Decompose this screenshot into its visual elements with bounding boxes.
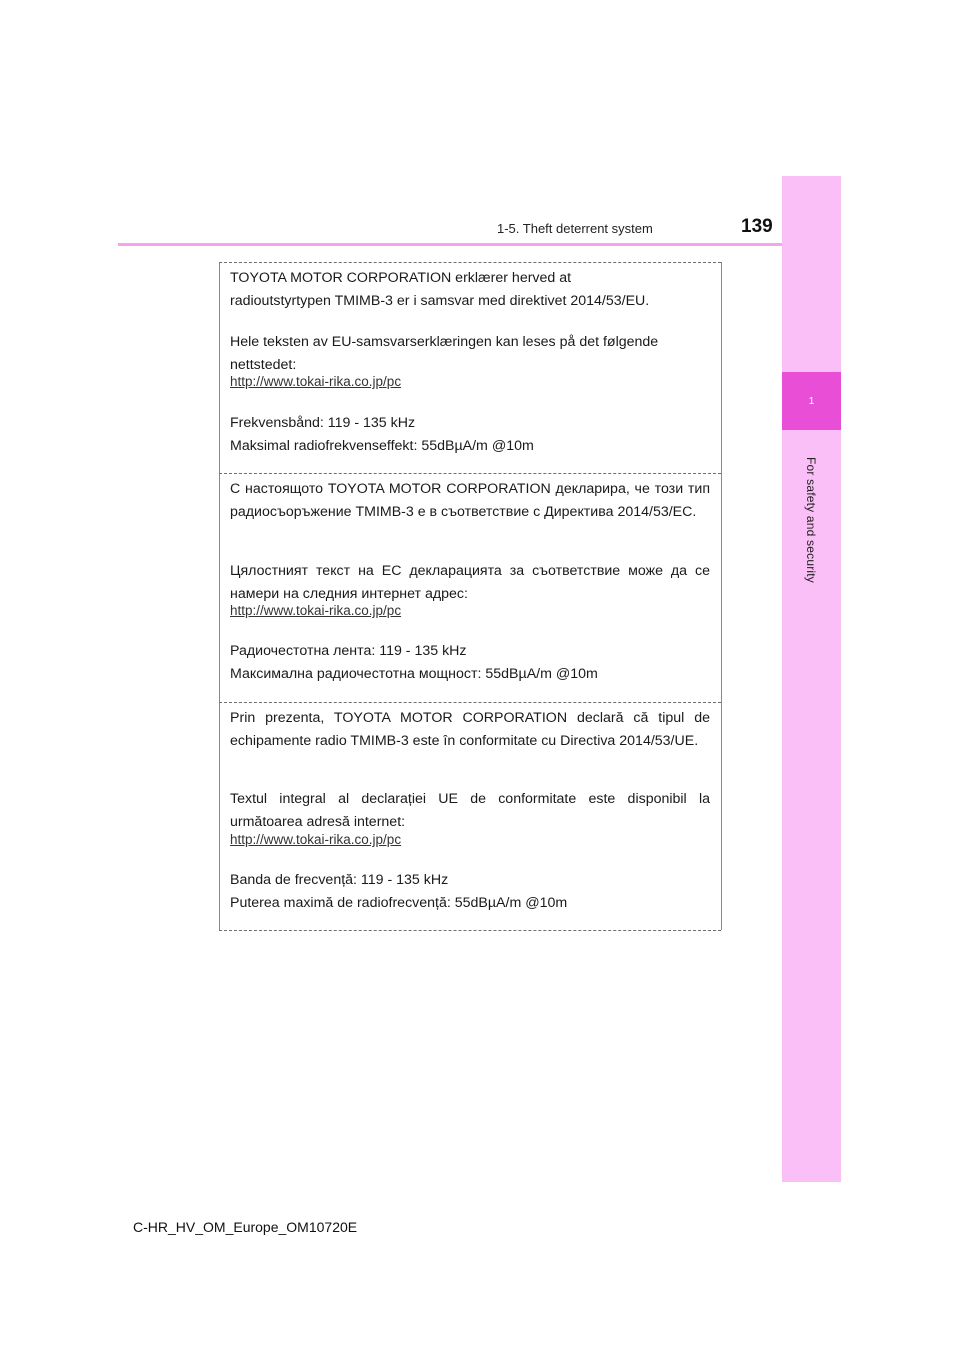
declaration-ro-url-line — [230, 828, 710, 852]
section-title: 1-5. Theft deterrent system — [497, 221, 653, 236]
declaration-bottom-rule — [219, 930, 721, 931]
declaration-no-availability-line1: Hele teksten av EU-samsvarserklæringen kan leses på det følgende — [230, 334, 659, 350]
declaration-ro-band: Banda de frecvență: 119 - 135 kHz — [230, 872, 449, 888]
declaration-bg-band: Радиочестотна лента: 119 - 135 kHz — [230, 643, 467, 659]
chapter-number: 1 — [808, 395, 815, 407]
declaration-no-url[interactable]: http://www.tokai-rika.co.jp/pc — [230, 374, 402, 389]
page-number: 139 — [741, 216, 773, 237]
declaration-ro-statement: Prin prezenta, TOYOTA MOTOR CORPORATION declară că tipul de echipamente radio TMIMB-3 este în conformitate cu Directiva 2014/53/UE. — [230, 710, 710, 749]
declaration-no-statement-line1: TOYOTA MOTOR CORPORATION erklærer herved at — [230, 270, 572, 286]
header-divider — [118, 243, 782, 246]
declaration-no-availability-line2: nettstedet: — [230, 357, 297, 373]
declaration-top-rule — [219, 262, 721, 263]
declaration-no-statement — [230, 267, 710, 313]
chapter-label: For safety and security — [804, 457, 818, 583]
declaration-bg-availability: Цялостният текст на ЕС декларацията за съответствие може да се намери на следния интернет адрес: — [230, 563, 710, 602]
declaration-divider-2 — [219, 702, 721, 703]
declaration-ro-power: Puterea maximă de radiofrecvență: 55dBµA/m @10m — [230, 895, 568, 911]
declaration-bg-url[interactable]: http://www.tokai-rika.co.jp/pc — [230, 603, 402, 618]
declaration-ro-url[interactable]: http://www.tokai-rika.co.jp/pc — [230, 832, 402, 847]
declaration-no-statement-line2: radioutstyrtypen TMIMB-3 er i samsvar med direktivet 2014/53/EU. — [230, 293, 650, 309]
chapter-side-tab — [782, 176, 841, 1182]
declaration-ro-availability: Textul integral al declarației UE de conformitate este disponibil la următoarea adresă internet: — [230, 791, 710, 830]
declaration-bg-statement: С настоящото TOYOTA MOTOR CORPORATION декларира, че този тип радиосъоръжение TMIMB-3 е в съответствие с Директива 2014/53/ЕС. — [230, 481, 710, 520]
declaration-no-url-line — [230, 370, 710, 394]
declaration-no-power: Maksimal radiofrekvenseffekt: 55dBµA/m @10m — [230, 438, 534, 454]
declaration-divider-1 — [219, 473, 721, 474]
declaration-no-band: Frekvensbånd: 119 - 135 kHz — [230, 415, 416, 431]
declaration-bg-url-line — [230, 599, 710, 623]
declaration-bg-power: Максимална радиочестотна мощност: 55dBµA/m @10m — [230, 666, 598, 682]
chapter-number-badge — [782, 372, 841, 430]
document-code: C-HR_HV_OM_Europe_OM10720E — [133, 1219, 358, 1235]
